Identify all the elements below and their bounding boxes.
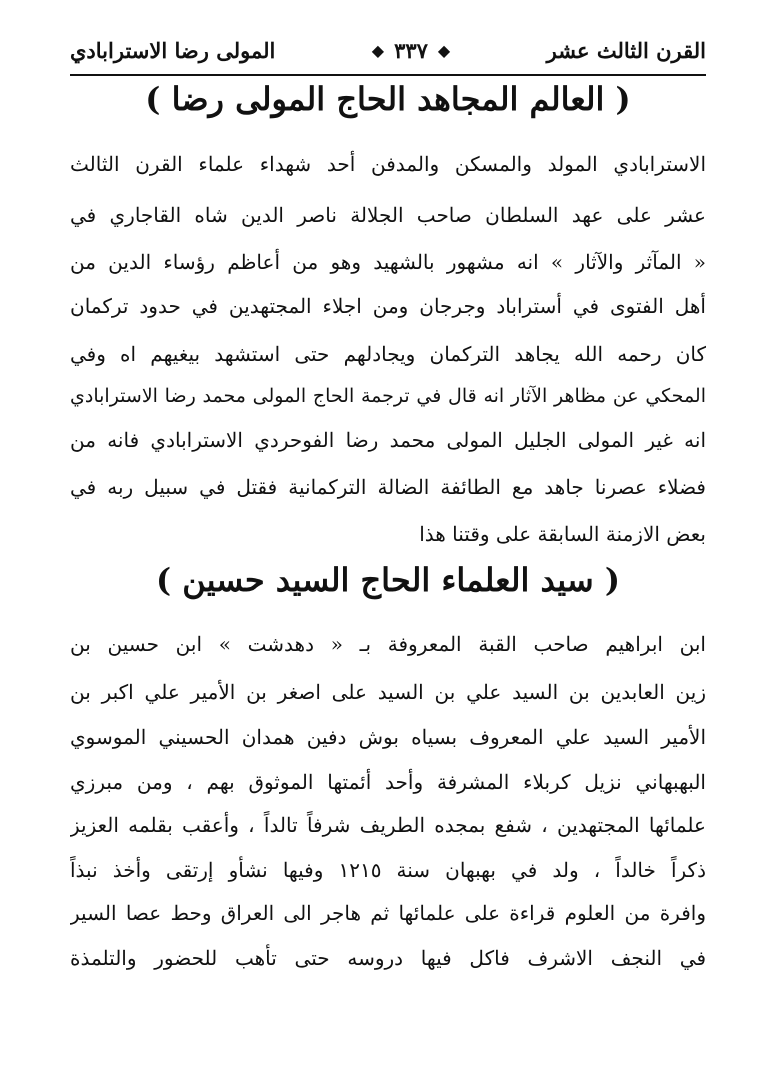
body-line: وافرة من العلوم قراءة على علمائها ثم هاجر الى العراق وحط عصا السير bbox=[70, 901, 706, 925]
header-page-number-group bbox=[372, 38, 450, 63]
body-line: « المآثر والآثار » انه مشهور بالشهيد وهو من أعاظم رؤساء الدين من bbox=[70, 250, 706, 274]
body-line: كان رحمه الله يجاهد التركمان ويجادلهم حتى استشهد بيغيهم اه وفي bbox=[70, 342, 706, 366]
body-line: البهبهاني نزيل كربلاء المشرفة وأحد أئمتها الموثوق بهم ، ومن مبرزي bbox=[70, 770, 706, 794]
header-section-title: القرن الثالث عشر bbox=[546, 37, 706, 63]
section-heading: ( سيد العلماء الحاج السيد حسين ) bbox=[155, 561, 621, 599]
body-line: الاسترابادي المولد والمسكن والمدفن أحد شهداء علماء القرن الثالث bbox=[70, 152, 706, 176]
body-line: عشر على عهد السلطان صاحب الجلالة ناصر الدين شاه القاجاري في bbox=[70, 203, 706, 227]
ornament-left-icon: ◆ bbox=[371, 40, 385, 60]
body-line: أهل الفتوى في أستراباد وجرجان ومن اجلاء المجتهدين في حدود تركمان bbox=[70, 294, 706, 318]
page-header bbox=[70, 30, 706, 70]
ornament-right-icon: ◆ bbox=[437, 40, 451, 60]
body-line: ذكراً خالداً ، ولد في بهبهان سنة ١٢١٥ وفيها نشأو إرتقى وأخذ نبذاً bbox=[70, 858, 706, 882]
body-line: انه غير المولى الجليل المولى محمد رضا الفوحردي الاسترابادي فانه من bbox=[70, 428, 706, 452]
body-line: المحكي عن مظاهر الآثار انه قال في ترجمة الحاج المولى محمد رضا الاسترابادي bbox=[70, 385, 706, 407]
header-divider bbox=[70, 74, 706, 76]
section-heading: ( العالم المجاهد الحاج المولى رضا ) bbox=[145, 80, 631, 118]
body-line: الأمير السيد علي المعروف بسياه بوش دفين همدان الحسيني الموسوي bbox=[70, 725, 706, 749]
body-line: بعض الازمنة السابقة على وقتنا هذا bbox=[419, 522, 706, 546]
body-line: ابن ابراهيم صاحب القبة المعروفة بـ « دهدشت » ابن حسين بن bbox=[70, 632, 706, 656]
body-line: فضلاء عصرنا جاهد مع الطائفة الضالة التركمانية فقتل في سبيل ربه في bbox=[70, 475, 706, 499]
body-line: في النجف الاشرف فاكل فيها دروسه حتى تأهب للحضور والتلمذة bbox=[70, 946, 706, 970]
page-number: ٣٣٧ bbox=[394, 37, 428, 63]
body-line: علمائها المجتهدين ، شفع بمجده الطريف شرفاً تالداً ، وأعقب بقلمه العزيز bbox=[70, 813, 706, 837]
body-line: زين العابدين بن السيد علي بن السيد على اصغر بن الأمير علي اكبر بن bbox=[70, 680, 706, 704]
header-entry-title: المولى رضا الاسترابادي bbox=[70, 37, 276, 63]
